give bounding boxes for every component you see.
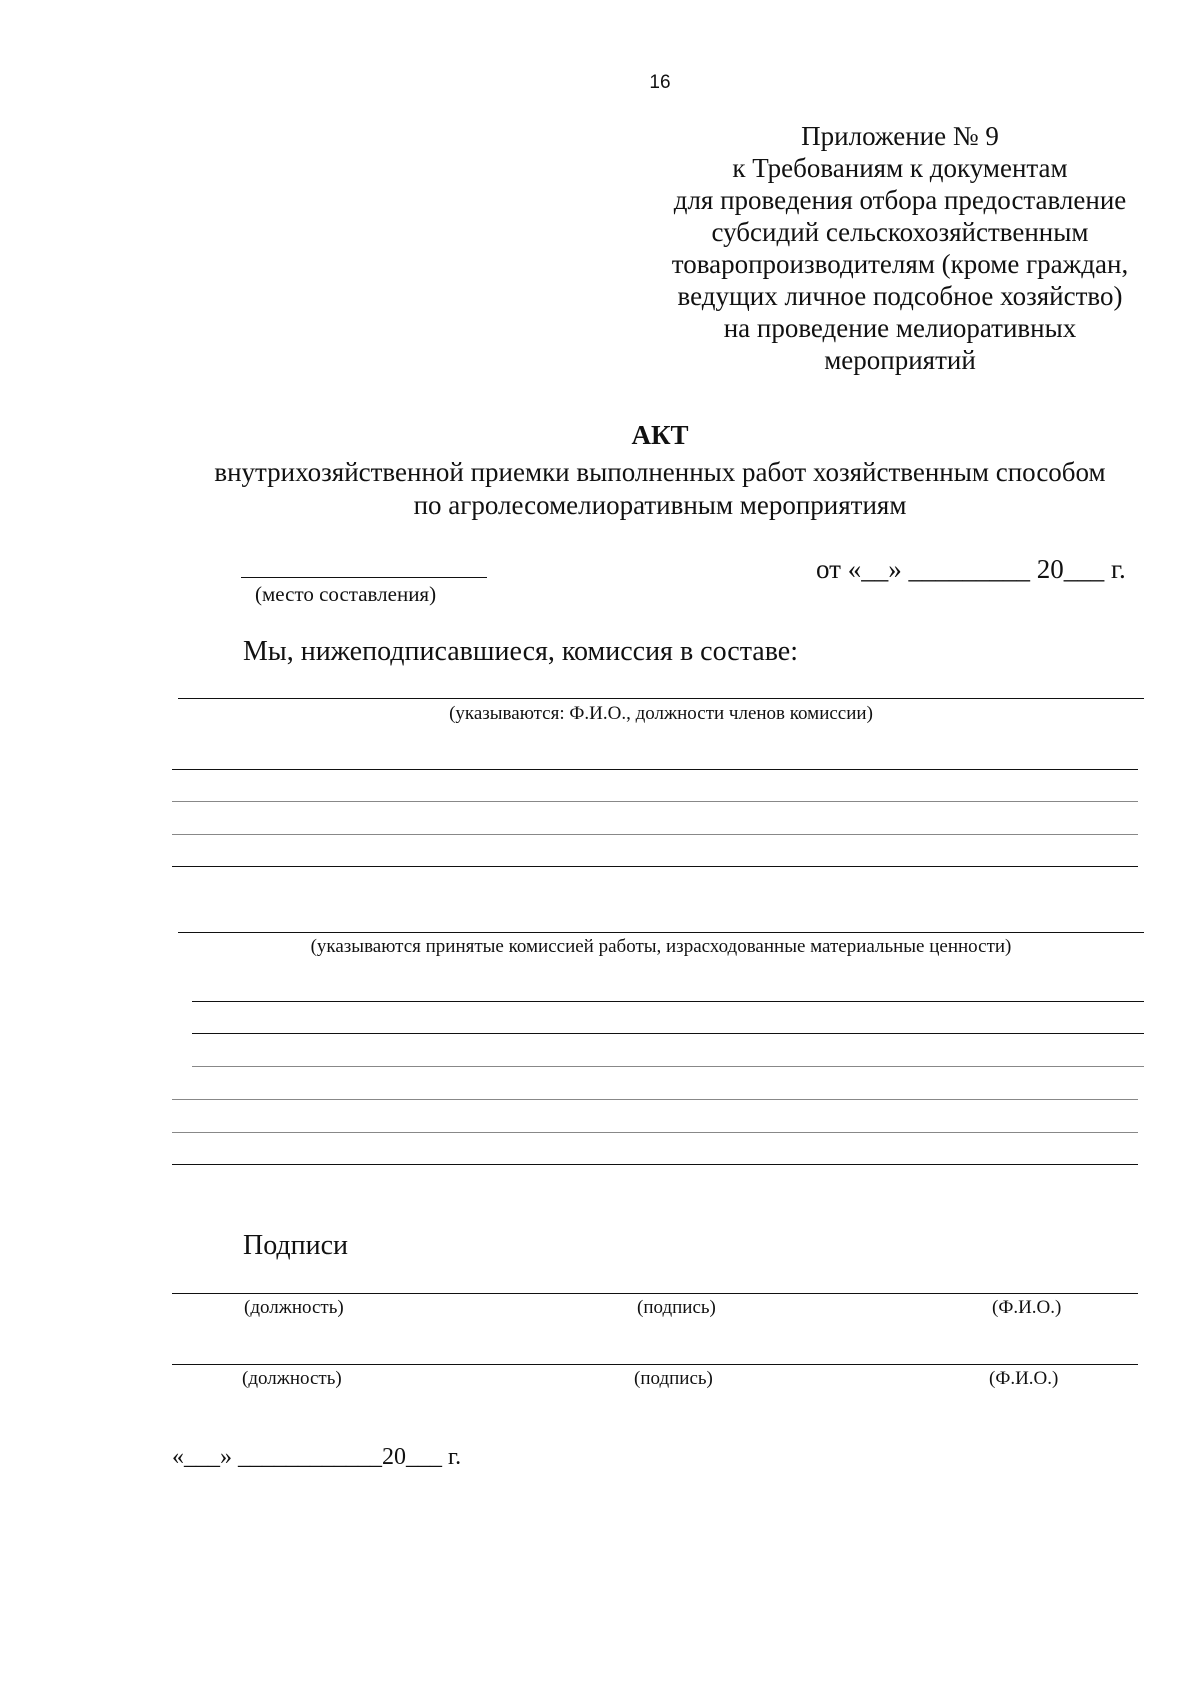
signature-name-label: (Ф.И.О.) xyxy=(989,1368,1059,1389)
commission-line[interactable] xyxy=(172,866,1138,867)
place-caption: (место составления) xyxy=(255,582,437,606)
signature-sign-label: (подпись) xyxy=(637,1297,716,1318)
works-line[interactable] xyxy=(192,1066,1144,1067)
appendix-line: на проведение мелиоративных xyxy=(723,313,1077,343)
works-line[interactable] xyxy=(192,1033,1144,1034)
appendix-line: Приложение № 9 xyxy=(801,121,999,151)
act-subtitle xyxy=(130,456,1190,522)
works-line[interactable] xyxy=(172,1132,1138,1133)
signatures-title: Подписи xyxy=(243,1230,349,1261)
commission-line[interactable] xyxy=(172,769,1138,770)
act-title: АКТ xyxy=(631,420,689,450)
commission-line[interactable] xyxy=(172,834,1138,835)
page-number: 16 xyxy=(649,72,671,93)
signature-line[interactable] xyxy=(172,1364,1138,1365)
appendix-line: ведущих личное подсобное хозяйство) xyxy=(677,281,1123,311)
signature-sign-label: (подпись) xyxy=(634,1368,713,1389)
works-caption: (указываются принятые комиссией работы, израсходованные материальные ценности) xyxy=(310,936,1012,957)
commission-intro: Мы, нижеподписавшиеся, комиссия в составе: xyxy=(243,636,798,667)
works-line[interactable] xyxy=(192,1001,1144,1002)
place-field-line[interactable] xyxy=(241,577,487,578)
signature-position-label: (должность) xyxy=(244,1297,344,1318)
act-subtitle-line-2: по агролесомелиоративным мероприятиям xyxy=(413,490,907,520)
appendix-line: субсидий сельскохозяйственным xyxy=(711,217,1089,247)
signature-position-label: (должность) xyxy=(242,1368,342,1389)
appendix-line: для проведения отбора предоставление xyxy=(673,185,1127,215)
act-subtitle-line-1: внутрихозяйственной приемки выполненных работ хозяйственным способом xyxy=(214,457,1106,487)
signature-name-label: (Ф.И.О.) xyxy=(992,1297,1062,1318)
works-line[interactable] xyxy=(172,1099,1138,1100)
works-field-line[interactable] xyxy=(178,932,1144,933)
act-date-line[interactable]: от «__» _________ 20___ г. xyxy=(816,554,1126,584)
commission-line[interactable] xyxy=(172,801,1138,802)
appendix-header xyxy=(650,120,1150,376)
commission-caption: (указываются: Ф.И.О., должности членов комиссии) xyxy=(449,703,873,724)
works-line[interactable] xyxy=(172,1164,1138,1165)
signature-line[interactable] xyxy=(172,1293,1138,1294)
footer-date-line[interactable]: «___» ____________20___ г. xyxy=(172,1444,462,1470)
appendix-line: мероприятий xyxy=(824,345,976,375)
appendix-line: товаропроизводителям (кроме граждан, xyxy=(671,249,1129,279)
appendix-line: к Требованиям к документам xyxy=(732,153,1068,183)
commission-field-line[interactable] xyxy=(178,698,1144,699)
